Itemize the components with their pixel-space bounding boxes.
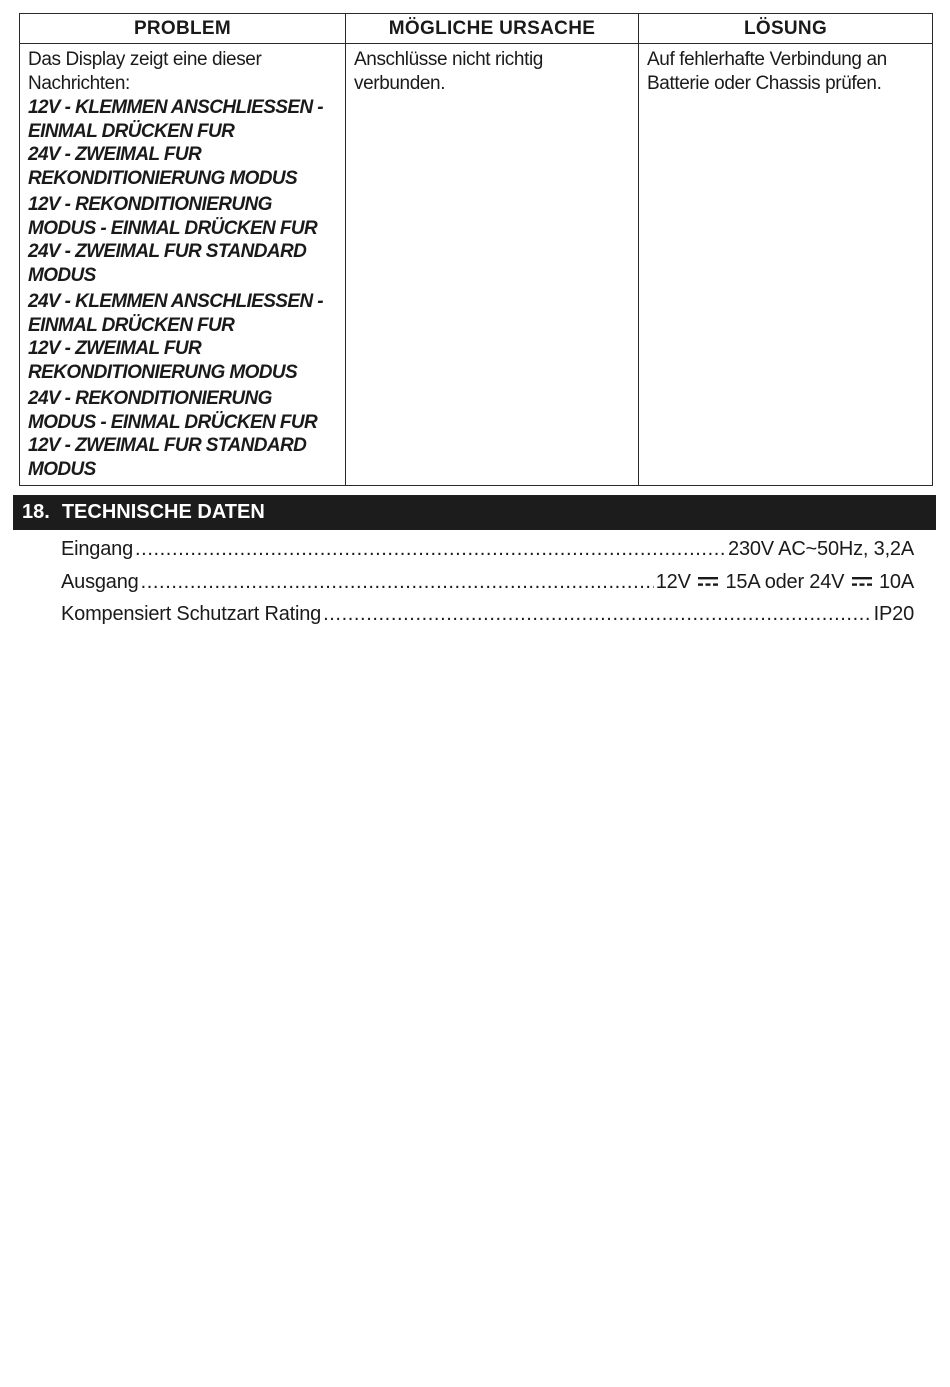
- dc-current-icon: [852, 577, 872, 586]
- display-message-4: [28, 387, 337, 481]
- display-message-3: [28, 290, 337, 384]
- problem-cell: [20, 44, 346, 486]
- message-line: 24V - REKONDITIONIERUNG: [28, 388, 272, 409]
- table-header-row: [20, 14, 933, 44]
- problem-intro-line: Nachrichten:: [28, 72, 130, 94]
- message-line: REKONDITIONIERUNG MODUS: [28, 167, 298, 189]
- message-line: MODUS - EINMAL DRÜCKEN FUR: [28, 217, 318, 239]
- spec-label: Ausgang: [61, 570, 139, 593]
- message-line: MODUS: [28, 458, 96, 480]
- message-line: 12V - ZWEIMAL FUR STANDARD: [28, 435, 307, 456]
- message-line: 12V - ZWEIMAL FUR: [28, 338, 202, 359]
- header-problem: PROBLEM: [20, 14, 346, 44]
- output-voltage-1: 12V: [655, 570, 691, 593]
- solution-cell: [639, 44, 933, 486]
- spec-label: Kompensiert Schutzart Rating: [61, 603, 322, 625]
- spec-row-output: [61, 571, 914, 604]
- cause-line: Anschlüsse nicht richtig: [354, 49, 543, 70]
- message-line: 24V - KLEMMEN ANSCHLIESSEN -: [28, 291, 323, 312]
- section-title: TECHNISCHE DATEN: [61, 501, 265, 523]
- message-line: 12V - KLEMMEN ANSCHLIESSEN -: [28, 97, 323, 118]
- troubleshooting-table: [19, 13, 933, 486]
- spec-value: [656, 571, 914, 594]
- cause-line: verbunden.: [354, 72, 446, 94]
- message-line: 24V - ZWEIMAL FUR: [28, 144, 202, 165]
- spec-row-input: [61, 538, 914, 571]
- dc-current-icon: [698, 577, 718, 586]
- problem-intro: [28, 48, 337, 95]
- dot-leader: [135, 538, 726, 561]
- display-message-1: [28, 96, 337, 190]
- message-line: MODUS: [28, 264, 96, 286]
- output-current-2: 10A: [879, 570, 914, 593]
- message-line: 24V - ZWEIMAL FUR STANDARD: [28, 241, 307, 262]
- message-line: 12V - REKONDITIONIERUNG: [28, 194, 272, 215]
- spec-label: Eingang: [61, 538, 133, 560]
- table-row: [20, 44, 933, 486]
- cause-cell: [346, 44, 639, 486]
- spec-value: 230V AC~50Hz, 3,2A: [728, 538, 914, 560]
- dot-leader: [141, 571, 654, 594]
- spec-row-rating: [61, 603, 914, 636]
- display-message-2: [28, 193, 337, 287]
- message-line: MODUS - EINMAL DRÜCKEN FUR: [28, 411, 318, 433]
- header-solution: LÖSUNG: [639, 14, 933, 44]
- output-current-1: 15A oder 24V: [725, 570, 845, 593]
- solution-line: Auf fehlerhafte Verbindung an: [647, 49, 887, 70]
- problem-intro-line: Das Display zeigt eine dieser: [28, 49, 262, 70]
- spec-value: IP20: [873, 603, 914, 625]
- section-header: [13, 495, 936, 530]
- solution-line: Batterie oder Chassis prüfen.: [647, 72, 882, 94]
- message-line: REKONDITIONIERUNG MODUS: [28, 361, 298, 383]
- message-line: EINMAL DRÜCKEN FUR: [28, 314, 235, 336]
- section-number: 18.: [22, 501, 50, 523]
- spec-list: [61, 538, 914, 636]
- message-line: EINMAL DRÜCKEN FUR: [28, 120, 235, 142]
- dot-leader: [323, 603, 872, 626]
- header-cause: MÖGLICHE URSACHE: [346, 14, 639, 44]
